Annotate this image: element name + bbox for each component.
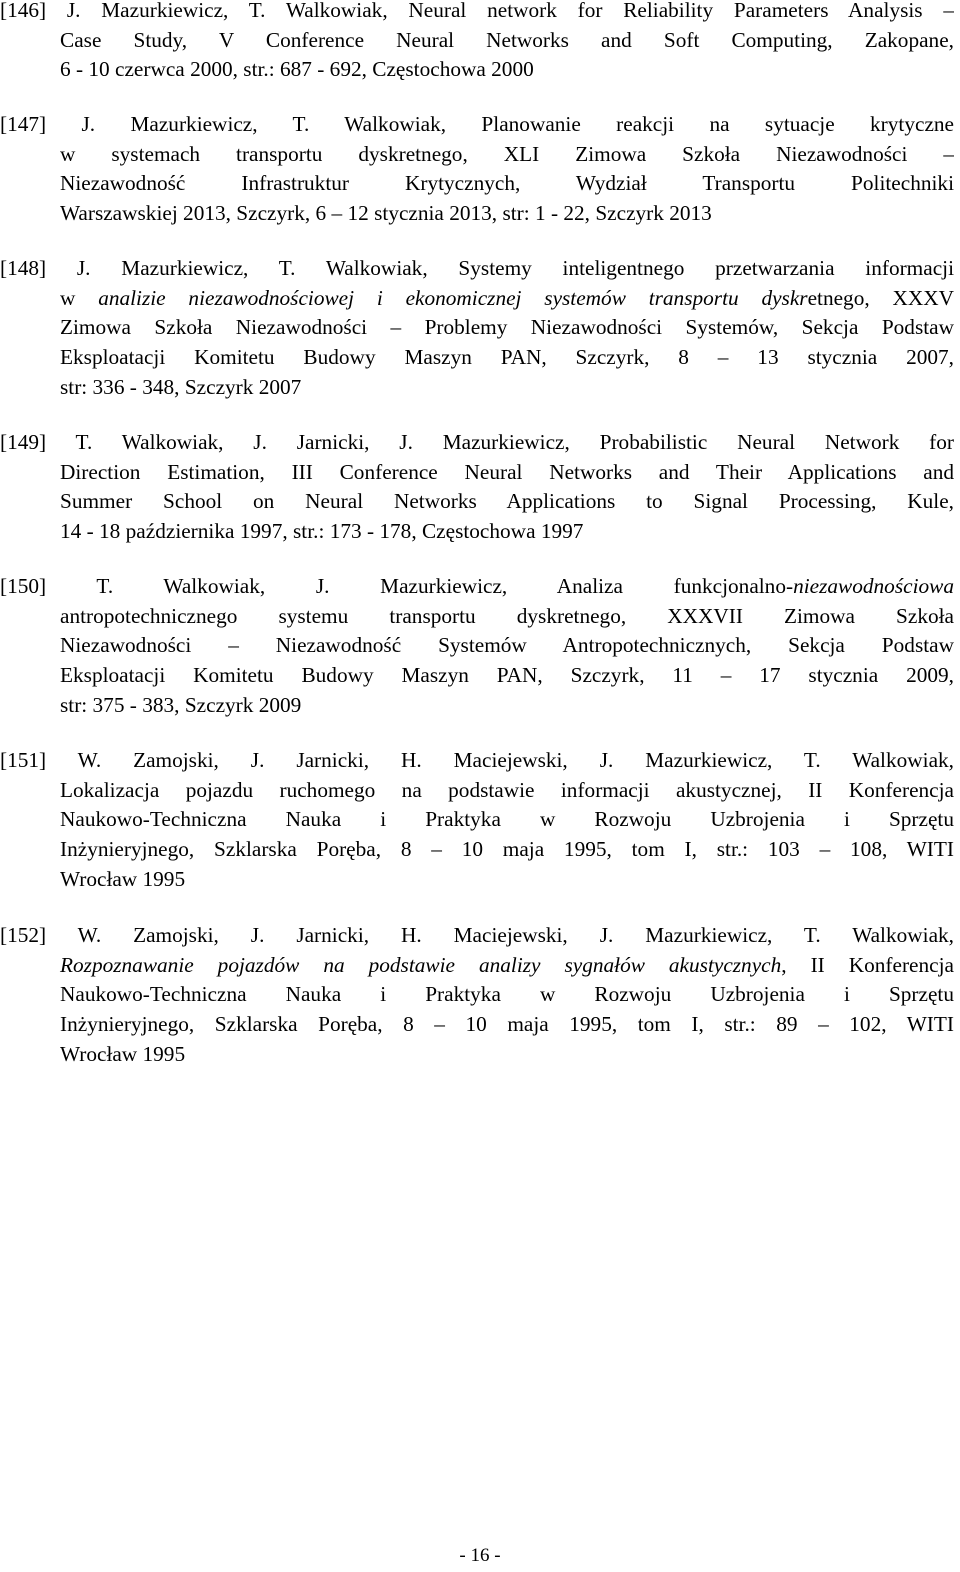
reference-line: Summer School on Neural Networks Applications to Signal Processing, Kule, xyxy=(60,489,954,514)
reference-line: Niezawodność Infrastruktur Krytycznych, Wydział Transportu Politechniki xyxy=(60,171,954,196)
reference-line: w systemach transportu dyskretnego, XLI Zimowa Szkoła Niezawodności – xyxy=(60,141,954,166)
reference-line: [152] W. Zamojski, J. Jarnicki, H. Maciejewski, J. Mazurkiewicz, T. Walkowiak, xyxy=(0,923,954,947)
reference-line: Eksploatacji Komitetu Budowy Maszyn PAN, Szczyrk, 11 – 17 stycznia 2009, xyxy=(60,663,954,688)
reference-line: str: 375 - 383, Szczyrk 2009 xyxy=(60,692,302,717)
reference-line: [146] J. Mazurkiewicz, T. Walkowiak, Neural network for Reliability Parameters Analysis – xyxy=(0,0,954,22)
reference-line: str: 336 - 348, Szczyrk 2007 xyxy=(60,374,302,399)
reference-line xyxy=(0,951,954,981)
reference-line: [148] J. Mazurkiewicz, T. Walkowiak, Systemy inteligentnego przetwarzania informacji xyxy=(0,256,954,280)
reference-line: antropotechnicznego systemu transportu dyskretnego, XXXVII Zimowa Szkoła xyxy=(60,603,954,628)
reference-line: Wrocław 1995 xyxy=(60,866,186,891)
reference-line: Direction Estimation, III Conference Neural Networks and Their Applications and xyxy=(60,459,954,484)
reference-148 xyxy=(0,254,954,403)
reference-line: 14 - 18 października 1997, str.: 173 - 178, Częstochowa 1997 xyxy=(60,519,584,544)
reference-line: Inżynieryjnego, Szklarska Poręba, 8 – 10 maja 1995, tom I, str.: 103 – 108, WITI xyxy=(60,837,954,862)
reference-line xyxy=(0,572,954,602)
page-number: - 16 - xyxy=(459,1545,501,1566)
reference-line: Warszawskiej 2013, Szczyrk, 6 – 12 stycznia 2013, str: 1 - 22, Szczyrk 2013 xyxy=(60,201,712,226)
reference-line: Zimowa Szkoła Niezawodności – Problemy Niezawodności Systemów, Sekcja Podstaw xyxy=(60,315,954,340)
italic-title: analizie niezawodnościowej i ekonomicznej systemów transportu dyskr xyxy=(98,285,808,310)
reference-line: Wrocław 1995 xyxy=(60,1041,186,1066)
reference-line: Lokalizacja pojazdu ruchomego na podstawie informacji akustycznej, II Konferencja xyxy=(60,777,954,802)
italic-title: niezawodnościowa xyxy=(793,574,954,598)
reference-line: [151] W. Zamojski, J. Jarnicki, H. Maciejewski, J. Mazurkiewicz, T. Walkowiak, xyxy=(0,748,954,772)
text-run: w xyxy=(60,285,99,310)
reference-line: Niezawodności – Niezawodność Systemów Antropotechnicznych, Sekcja Podstaw xyxy=(60,633,954,658)
reference-line: Inżynieryjnego, Szklarska Poręba, 8 – 10 maja 1995, tom I, str.: 89 – 102, WITI xyxy=(60,1012,954,1037)
reference-152 xyxy=(0,921,954,1070)
reference-151 xyxy=(0,746,954,895)
reference-149 xyxy=(0,428,954,547)
reference-146 xyxy=(0,0,954,85)
reference-147 xyxy=(0,110,954,229)
text-run: [150] T. Walkowiak, J. Mazurkiewicz, Analiza funkcjonalno- xyxy=(0,574,794,598)
reference-line: Eksploatacji Komitetu Budowy Maszyn PAN, Szczyrk, 8 – 13 stycznia 2007, xyxy=(60,345,954,370)
reference-line: Naukowo-Techniczna Nauka i Praktyka w Rozwoju Uzbrojenia i Sprzętu xyxy=(60,807,954,832)
reference-line: [147] J. Mazurkiewicz, T. Walkowiak, Planowanie reakcji na sytuacje krytyczne xyxy=(0,112,954,136)
text-run: etnego, XXXV xyxy=(807,285,954,310)
text-run: , II Konferencja xyxy=(781,952,954,977)
reference-line: Naukowo-Techniczna Nauka i Praktyka w Rozwoju Uzbrojenia i Sprzętu xyxy=(60,982,954,1007)
reference-150 xyxy=(0,572,954,721)
reference-line: [149] T. Walkowiak, J. Jarnicki, J. Mazurkiewicz, Probabilistic Neural Network for xyxy=(0,430,954,454)
reference-line: Case Study, V Conference Neural Networks and Soft Computing, Zakopane, xyxy=(60,27,954,52)
reference-line: 6 - 10 czerwca 2000, str.: 687 - 692, Częstochowa 2000 xyxy=(60,57,534,82)
italic-title: Rozpoznawanie pojazdów na podstawie analizy sygnałów akustycznych xyxy=(60,952,782,977)
reference-line xyxy=(0,284,954,314)
